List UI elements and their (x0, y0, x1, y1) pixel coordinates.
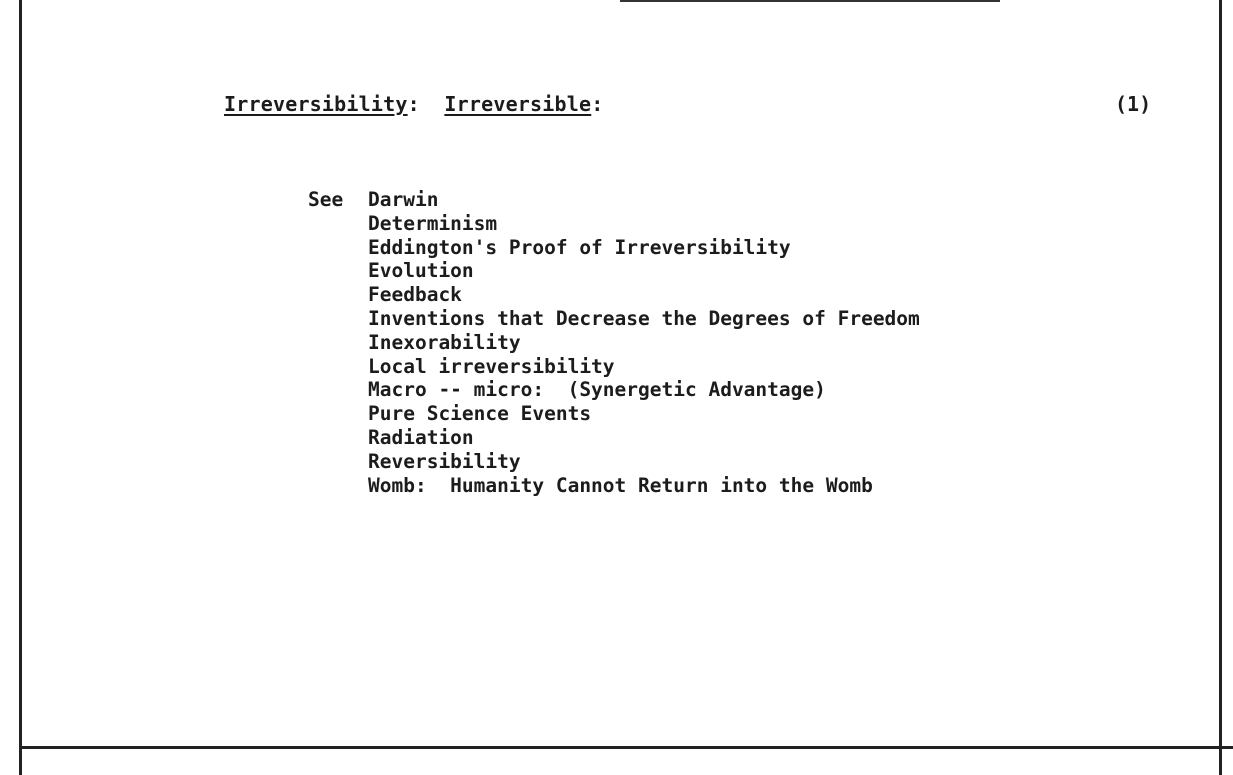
card-left-border (19, 0, 22, 775)
card-right-border (1219, 0, 1222, 775)
card-top-border (620, 0, 1000, 2)
card-page-number: (1) (1115, 92, 1152, 116)
see-item: Eddington's Proof of Irreversibility (368, 235, 791, 259)
card-heading (224, 92, 604, 116)
see-reference-list (368, 188, 920, 497)
heading-term-irreversibility: Irreversibility (224, 92, 408, 116)
see-item: Radiation (368, 425, 474, 449)
see-item: Inexorability (368, 330, 521, 354)
see-item: Determinism (368, 211, 498, 235)
heading-term-irreversible: Irreversible (444, 92, 592, 116)
card-bottom-border (19, 746, 1233, 749)
see-item: Feedback (368, 283, 462, 307)
see-item: Womb: Humanity Cannot Return into the Womb (368, 473, 873, 497)
see-item: Evolution (368, 259, 474, 283)
heading-separator: : (407, 92, 445, 116)
see-item: Pure Science Events (368, 402, 592, 426)
see-item: Reversibility (368, 449, 521, 473)
see-label: See (308, 188, 344, 211)
see-item: Darwin (368, 188, 439, 211)
see-item: Local irreversibility (368, 354, 615, 378)
see-item: Inventions that Decrease the Degrees of Freedom (368, 306, 920, 330)
see-item: Macro -- micro: (Synergetic Advantage) (368, 378, 826, 402)
heading-colon: : (591, 92, 604, 116)
